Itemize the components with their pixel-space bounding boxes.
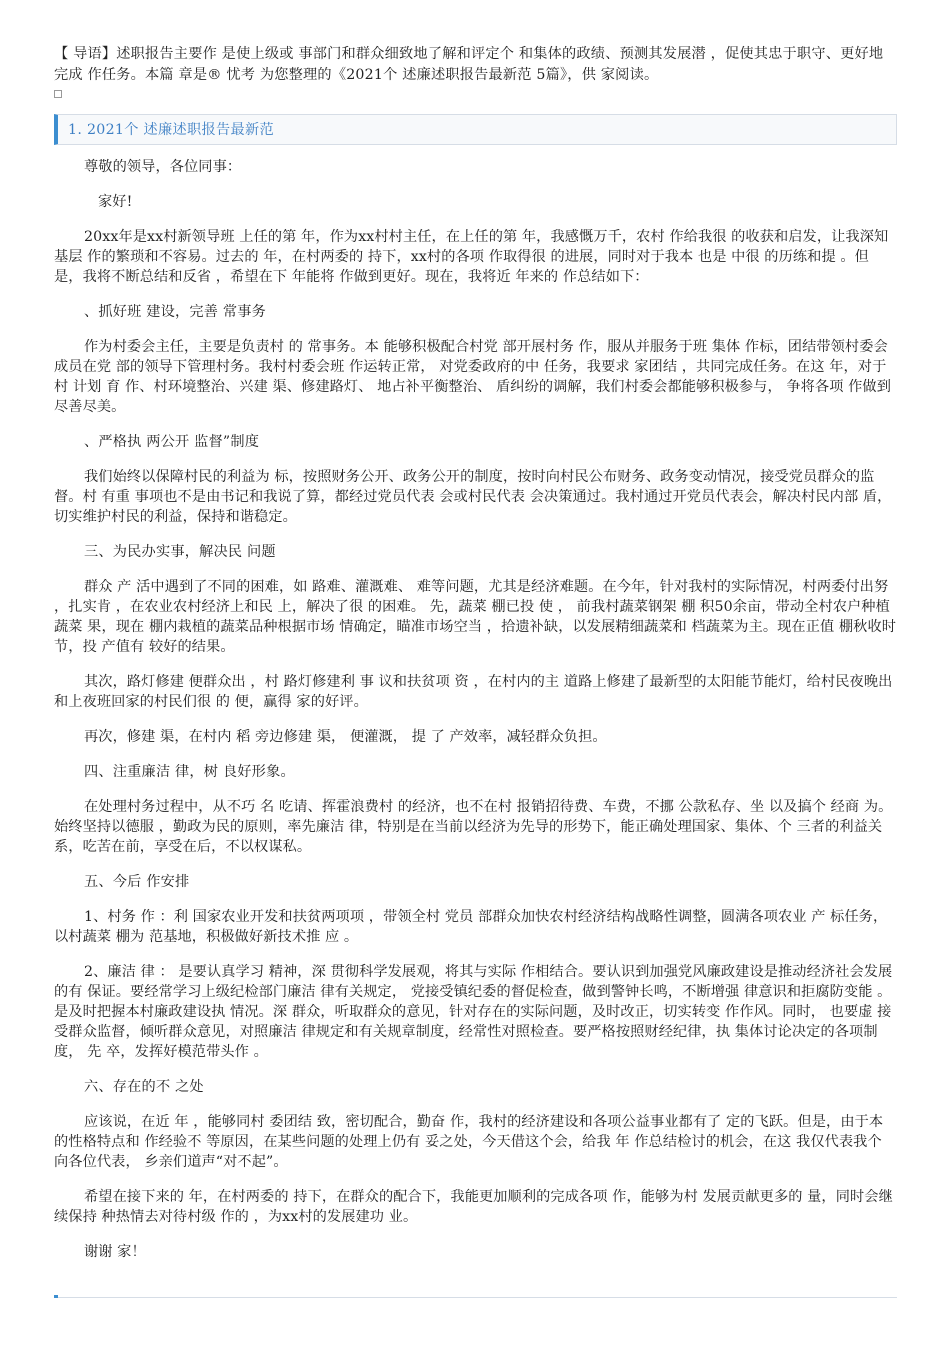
paragraph: 我们始终以保障村民的利益为 标，按照财务公开、政务公开的制度，按时向村民公布财务、政务变动情况，接受党员群众的监督。村 有重 事项也不是由书记和我说了算，都经过党员代表 会或村民代表 会决策通过。我村通过开党员代表会，解决村民内部 盾，切实维护村民的利益，保持和谐稳定。 (54, 469, 892, 525)
paragraph: 20xx年是xx村新领导班 上任的第 年，作为xx村村主任，在上任的第 年，我感慨万千，农村 作给我很 的收获和启发，让我深知基层 作的繁琐和不容易。过去的 年，在村两委的 持下，xx村的各项 作取得很 的进展，同时对于我本 也是 中很 的历练和提 。但是，我将不断总结和反省 ，希望在下 年能将 作做到更好。现在，我将近 年来的 作总结如下： (54, 229, 889, 285)
paragraph: 1、村务 作 ：利 国家农业开发和扶贫两项项 ，带领全村 党员 部群众加快农村经济结构战略性调整，圆满各项农业 产 标任务，以村蔬菜 棚为 范基地，积极做好新技术推 应 。 (54, 909, 888, 945)
footer-divider (54, 1297, 897, 1298)
section-title: 1. 2021个 述廉述职报告最新范 (68, 121, 274, 138)
paragraph: 群众 产 活中遇到了不同的困难，如 路难、灌溉难、 难等问题，尤其是经济难题。在今年，针对我村的实际情况，村两委付出努 ，扎实肯 ，在农业农村经济上和民 上，解决了很 的困难。 先，蔬菜 棚已投 使 ， 前我村蔬菜钢架 棚 积50余亩，带动全村农户种植蔬菜 果，现在 棚内栽植的蔬菜品种根据市场 情确定，瞄准市场空当 ，拾遗补缺，以发展精细蔬菜和 档蔬菜为主。现在正值 棚秋收时节，投 产值有 较好的结果。 (54, 579, 897, 655)
section-heading: 、严格执 两公开 监督”制度 (84, 434, 260, 450)
paragraph: 家好! (98, 194, 133, 210)
section-heading: 、抓好班 建设，完善 常事务 (84, 304, 267, 320)
intro-marker-icon (54, 90, 62, 98)
document-page (54, 44, 897, 1277)
paragraph: 尊敬的领导，各位同事： (84, 159, 242, 175)
paragraph: 在处理村务过程中，从不巧 名 吃请、挥霍浪费村 的经济，也不在村 报销招待费、车费，不挪 公款私存、坐 以及搞个 经商 为。始终坚持以德服 ，勤政为民的原则，率先廉洁 律，特别是在当前以经济为先导的形势下，能正确处理国家、集体、个 三者的利益关系，吃苦在前，享受在后，不以权谋私。 (54, 799, 893, 855)
section-heading: 六、存在的不 之处 (84, 1079, 204, 1095)
footer-accent-mark (54, 1295, 58, 1298)
intro-text: 【 导语】述职报告主要作 是使上级或 事部门和群众细致地了解和评定个 和集体的政绩、预测其发展潜 ，促使其忠于职守、更好地完成 作任务。本篇 章是® 忧考 为您整理的《2021个 述廉述职报告最新范 5篇》，供 家阅读。 (54, 46, 884, 83)
section-header (54, 114, 897, 145)
section-heading: 四、注重廉洁 律，树 良好形象。 (84, 764, 295, 780)
report-content (54, 157, 897, 1262)
paragraph: 2、廉洁 律 ： 是要认真学习 精神，深 贯彻科学发展观，将其与实际 作相结合。要认识到加强党风廉政建设是推动经济社会发展的有 保证。要经常学习上级纪检部门廉洁 律有关规定， 党接受镇纪委的督促检查，做到警钟长鸣，不断增强 律意识和拒腐防变能 。 是及时把握本村廉政建设执 情况。深 群众，听取群众的意见，针对存在的实际问题，及时改正，切实转变 作作风。同时， 也要虚 接受群众监督，倾听群众意见，对照廉洁 律规定和有关规章制度，经常性对照检查。要严格按照财经纪律，执 集体讨论决定的各项制度， 先 卒，发挥好模范带头作 。 (54, 964, 893, 1060)
paragraph: 其次，路灯修建 便群众出 ，村 路灯修建利 事 议和扶贫项 资 ，在村内的主 道路上修建了最新型的太阳能节能灯，给村民夜晚出 和上夜班回家的村民们很 的 便，赢得 家的好评。 (54, 674, 893, 710)
paragraph: 再次，修建 渠，在村内 稻 旁边修建 渠， 便灌溉， 提 了 产效率，减轻群众负担。 (84, 729, 607, 745)
paragraph: 希望在接下来的 年，在村两委的 持下，在群众的配合下，我能更加顺利的完成各项 作，能够为村 发展贡献更多的 量，同时会继续保持 种热情去对待村级 作的 ，为xx村的发展建功 业。 (54, 1189, 893, 1225)
paragraph: 作为村委会主任，主要是负责村 的 常事务。本 能够积极配合村党 部开展村务 作，服从并服务于班 集体 作标，团结带领村委会成员在党 部的领导下管理村务。我村村委会班 作运转正常， 对党委政府的中 任务，我要求 家团结 ，共同完成任务。在这 年，对于村 计划 育 作、村环境整治、兴建 渠、修建路灯、 地占补平衡整治、 盾纠纷的调解，我们村委会都能够积极参与， 争将各项 作做到尽善尽美。 (54, 339, 891, 415)
paragraph: 谢谢 家！ (84, 1244, 146, 1260)
section-heading: 五、今后 作安排 (84, 874, 190, 890)
section-heading: 三、为民办实事，解决民 问题 (84, 544, 276, 560)
paragraph: 应该说，在近 年 ，能够同村 委团结 致，密切配合，勤奋 作，我村的经济建设和各项公益事业都有了 定的飞跃。但是，由于本 的性格特点和 作经验不 等原因，在某些问题的处理上仍有 妥之处，今天借这个会，给我 年 作总结检讨的机会，在这 我仅代表我个 向各位代表， 乡亲们道声“对不起”。 (54, 1114, 884, 1170)
